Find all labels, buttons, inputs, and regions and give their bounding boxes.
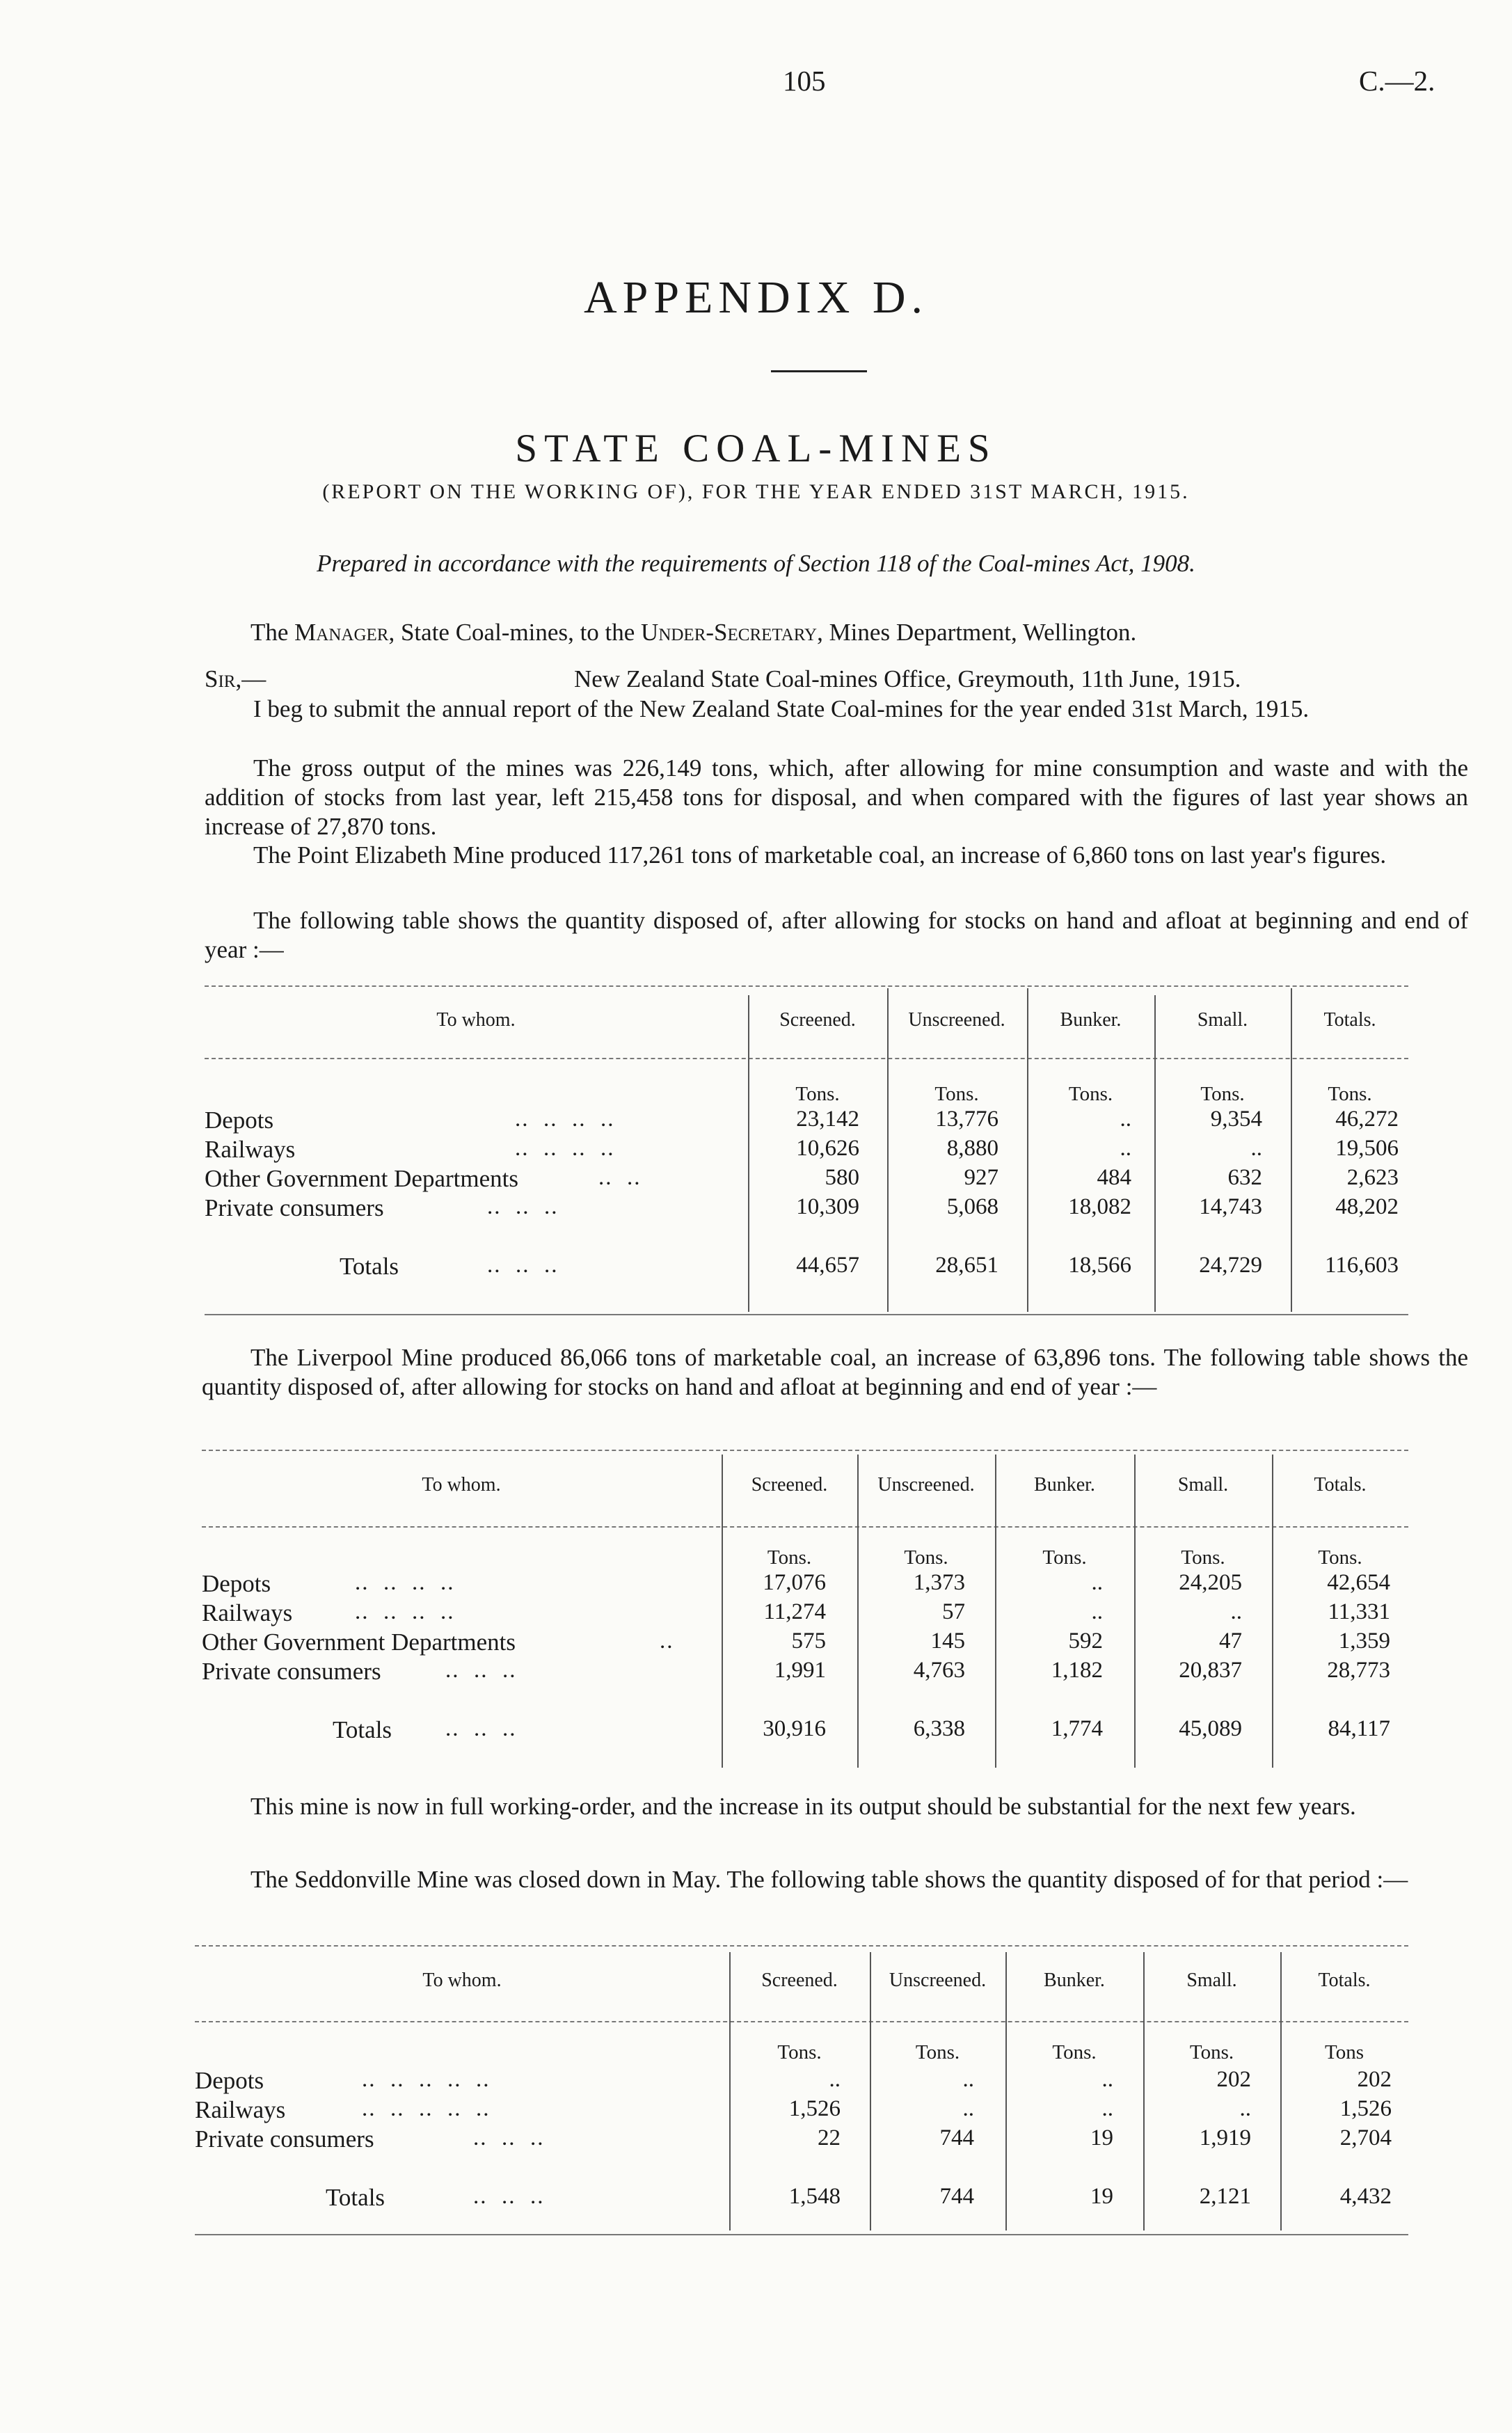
cell-unscreened: 13,776 [935,1107,998,1132]
cell-unscreened: 6,338 [913,1716,965,1741]
cell-small: 24,205 [1179,1570,1242,1595]
cell-unscreened: 8,880 [946,1136,998,1161]
paragraph-3: The Point Elizabeth Mine produced 117,261 tons of marketable coal, an increase of 6,860 tons on last year's figures. [253,841,1387,869]
header-bunker: Bunker. [1060,1009,1122,1031]
cell-bunker: 484 [1097,1165,1131,1190]
cell-screened: 1,548 [788,2184,841,2209]
cell-screened: 575 [791,1628,826,1654]
cell-screened: 22 [818,2125,841,2150]
cell-screened: 10,626 [796,1136,859,1161]
cell-totals: 84,117 [1328,1716,1390,1741]
table-header-rule [195,2021,1408,2022]
cell-small: .. [1230,1599,1242,1624]
unit-label: Tons. [915,2041,960,2063]
table-top-rule [202,1450,1408,1451]
page-number: 105 [783,65,826,97]
cell-bunker: 1,182 [1051,1658,1103,1683]
header-small: Small. [1177,1474,1229,1496]
cell-unscreened: .. [962,2096,974,2121]
cell-bunker: 19 [1090,2184,1113,2209]
row-label: Depots [202,1570,271,1597]
cell-totals: 4,432 [1339,2184,1392,2209]
cell-screened: 17,076 [763,1570,826,1595]
header-bunker: Bunker. [1044,1970,1105,1991]
total-label: Totals [340,1253,399,1280]
row-label: Depots [205,1107,274,1134]
unit-label: Tons. [1052,2041,1097,2063]
row-label: Other Government Departments [202,1628,516,1656]
cell-unscreened: 1,373 [913,1570,965,1595]
cell-bunker: 1,774 [1051,1716,1103,1741]
cell-bunker: .. [1120,1107,1131,1132]
cell-screened: 11,274 [763,1599,826,1624]
row-label: Railways [195,2096,286,2123]
paragraph-5: The Liverpool Mine produced 86,066 tons of marketable coal, an increase of 63,896 tons. The following table shows the quantity disposed of, after allowing for stocks on hand and afloat at beginning and end of year :— [202,1344,1468,1400]
header-screened: Screened. [751,1474,828,1496]
leader-dots: .. .. .. [445,1658,517,1683]
cell-screened: 23,142 [796,1107,859,1132]
cell-small: 47 [1219,1628,1242,1654]
cell-small: .. [1250,1136,1262,1161]
cell-totals: 11,331 [1328,1599,1390,1624]
leader-dots: .. .. .. .. .. [362,2096,491,2121]
cell-small: 202 [1216,2067,1251,2092]
unit-label: Tons. [1042,1546,1087,1569]
leader-dots: .. .. .. [473,2184,545,2209]
paragraph-4: The following table shows the quantity disposed of, after allowing for stocks on hand and afloat at beginning and end of year :— [205,907,1468,963]
header-totals: Totals. [1318,1970,1371,1991]
unit-label: Tons. [777,2041,822,2063]
leader-dots: .. .. .. .. [355,1570,455,1595]
row-label: Railways [202,1599,293,1626]
salutation: Sir,— [205,665,266,692]
cell-totals: 2,623 [1346,1165,1399,1190]
cell-totals: 28,773 [1327,1658,1390,1683]
cell-small: 2,121 [1199,2184,1251,2209]
header-unscreened: Unscreened. [889,1970,987,1991]
cell-totals: 46,272 [1335,1107,1399,1132]
cell-totals: 19,506 [1335,1136,1399,1161]
cell-unscreened: 744 [939,2125,974,2150]
unit-label: Tons. [1328,1083,1372,1105]
leader-dots: .. .. .. .. .. [362,2067,491,2092]
cell-unscreened: 5,068 [946,1194,998,1219]
paragraph-2: The gross output of the mines was 226,149 tons, which, after allowing for mine consumption and waste and with the addition of stocks from last year, left 215,458 tons for disposal, and when compared with the figures of last year shows an increase of 27,870 tons. [205,754,1468,840]
row-label: Private consumers [205,1194,384,1221]
paragraph-1: I beg to submit the annual report of the New Zealand State Coal-mines for the year ended 31st March, 1915. [253,695,1310,722]
leader-dots: .. .. .. [487,1253,559,1278]
cell-small: 45,089 [1179,1716,1242,1741]
header-to-whom: To whom. [422,1970,502,1991]
address-under-secretary: Under-Secretary [641,619,818,646]
leader-dots: .. .. .. [445,1716,517,1741]
cell-screened: 580 [825,1165,859,1190]
leader-dots: .. .. .. .. [515,1107,615,1132]
total-label: Totals [326,2184,385,2211]
cell-screened: 1,526 [788,2096,841,2121]
header-small: Small. [1186,1970,1237,1991]
prepared-note: Prepared in accordance with the requirements of Section 118 of the Coal-mines Act, 1908. [317,550,1195,577]
cell-bunker: .. [1101,2067,1113,2092]
address-the: The [250,619,289,646]
row-label: Private consumers [202,1658,381,1685]
paragraph-7: The Seddonville Mine was closed down in May. The following table shows the quantity disposed of for that period :— [250,1866,1408,1893]
cell-small: 9,354 [1210,1107,1262,1132]
cell-totals: 1,359 [1338,1628,1390,1654]
row-label: Railways [205,1136,296,1163]
unit-label: Tons. [904,1546,948,1569]
unit-label: Tons. [934,1083,979,1105]
unit-label: Tons. [767,1546,812,1569]
title-rule [771,370,867,372]
header-screened: Screened. [779,1009,856,1031]
total-label: Totals [333,1716,392,1743]
table-top-rule [195,1945,1408,1947]
unit-label: Tons. [1189,2041,1234,2063]
table-bottom-rule [205,1314,1408,1315]
cell-bunker: 18,082 [1068,1194,1131,1219]
report-subtitle: (REPORT ON THE WORKING OF), FOR THE YEAR ENDED 31ST MARCH, 1915. [322,480,1190,503]
cell-screened: 30,916 [763,1716,826,1741]
cell-totals: 116,603 [1324,1253,1399,1278]
header-unscreened: Unscreened. [877,1474,975,1496]
document-reference: C.—2. [1359,65,1435,97]
cell-unscreened: 744 [939,2184,974,2209]
table-bottom-rule [195,2234,1408,2235]
address-end: , Mines Department, Wellington. [817,619,1137,646]
office-line: New Zealand State Coal-mines Office, Greymouth, 11th June, 1915. [574,665,1241,692]
leader-dots: .. [660,1628,674,1654]
address-mid: , State Coal-mines, to the [388,619,635,646]
cell-small: .. [1239,2096,1251,2121]
cell-small: 1,919 [1199,2125,1251,2150]
cell-unscreened: .. [962,2067,974,2092]
cell-bunker: .. [1091,1570,1103,1595]
unit-label: Tons [1325,2041,1364,2063]
header-to-whom: To whom. [422,1474,501,1496]
cell-totals: 202 [1357,2067,1392,2092]
table-header-rule [202,1526,1408,1528]
cell-screened: 10,309 [796,1194,859,1219]
cell-bunker: .. [1091,1599,1103,1624]
cell-screened: .. [829,2067,841,2092]
cell-screened: 44,657 [796,1253,859,1278]
cell-totals: 42,654 [1327,1570,1390,1595]
unit-label: Tons. [1181,1546,1225,1569]
cell-unscreened: 145 [930,1628,965,1654]
leader-dots: .. .. .. .. [355,1599,455,1624]
unit-label: Tons. [1318,1546,1362,1569]
section-title: STATE COAL-MINES [515,427,997,470]
unit-label: Tons. [795,1083,840,1105]
header-totals: Totals. [1314,1474,1367,1496]
cell-small: 20,837 [1179,1658,1242,1683]
address-line [250,618,1136,647]
unit-label: Tons. [1200,1083,1245,1105]
cell-totals: 2,704 [1339,2125,1392,2150]
header-totals: Totals. [1323,1009,1376,1031]
header-unscreened: Unscreened. [908,1009,1005,1031]
cell-bunker: 19 [1090,2125,1113,2150]
leader-dots: .. .. .. .. [515,1136,615,1161]
header-to-whom: To whom. [436,1009,516,1031]
cell-totals: 1,526 [1339,2096,1392,2121]
header-small: Small. [1197,1009,1248,1031]
row-label: Private consumers [195,2125,374,2153]
unit-label: Tons. [1068,1083,1113,1105]
header-screened: Screened. [761,1970,838,1991]
paragraph-6: This mine is now in full working-order, and the increase in its output should be substantial for the next few years. [250,1793,1356,1820]
cell-bunker: .. [1101,2096,1113,2121]
cell-small: 14,743 [1199,1194,1262,1219]
cell-unscreened: 57 [942,1599,965,1624]
table-top-rule [205,985,1408,987]
leader-dots: .. .. .. [473,2125,545,2150]
cell-totals: 48,202 [1335,1194,1399,1219]
leader-dots: .. .. .. [487,1194,559,1219]
cell-screened: 1,991 [774,1658,826,1683]
cell-bunker: 592 [1068,1628,1103,1654]
leader-dots: .. .. [598,1165,642,1190]
cell-bunker: .. [1120,1136,1131,1161]
cell-small: 24,729 [1199,1253,1262,1278]
cell-unscreened: 28,651 [935,1253,998,1278]
appendix-title: APPENDIX D. [583,272,929,323]
table-header-rule [205,1058,1408,1059]
cell-bunker: 18,566 [1068,1253,1131,1278]
cell-unscreened: 927 [964,1165,998,1190]
address-manager: Manager [294,619,389,646]
cell-unscreened: 4,763 [913,1658,965,1683]
row-label: Other Government Departments [205,1165,518,1192]
row-label: Depots [195,2067,264,2094]
cell-small: 632 [1227,1165,1262,1190]
header-bunker: Bunker. [1034,1474,1095,1496]
